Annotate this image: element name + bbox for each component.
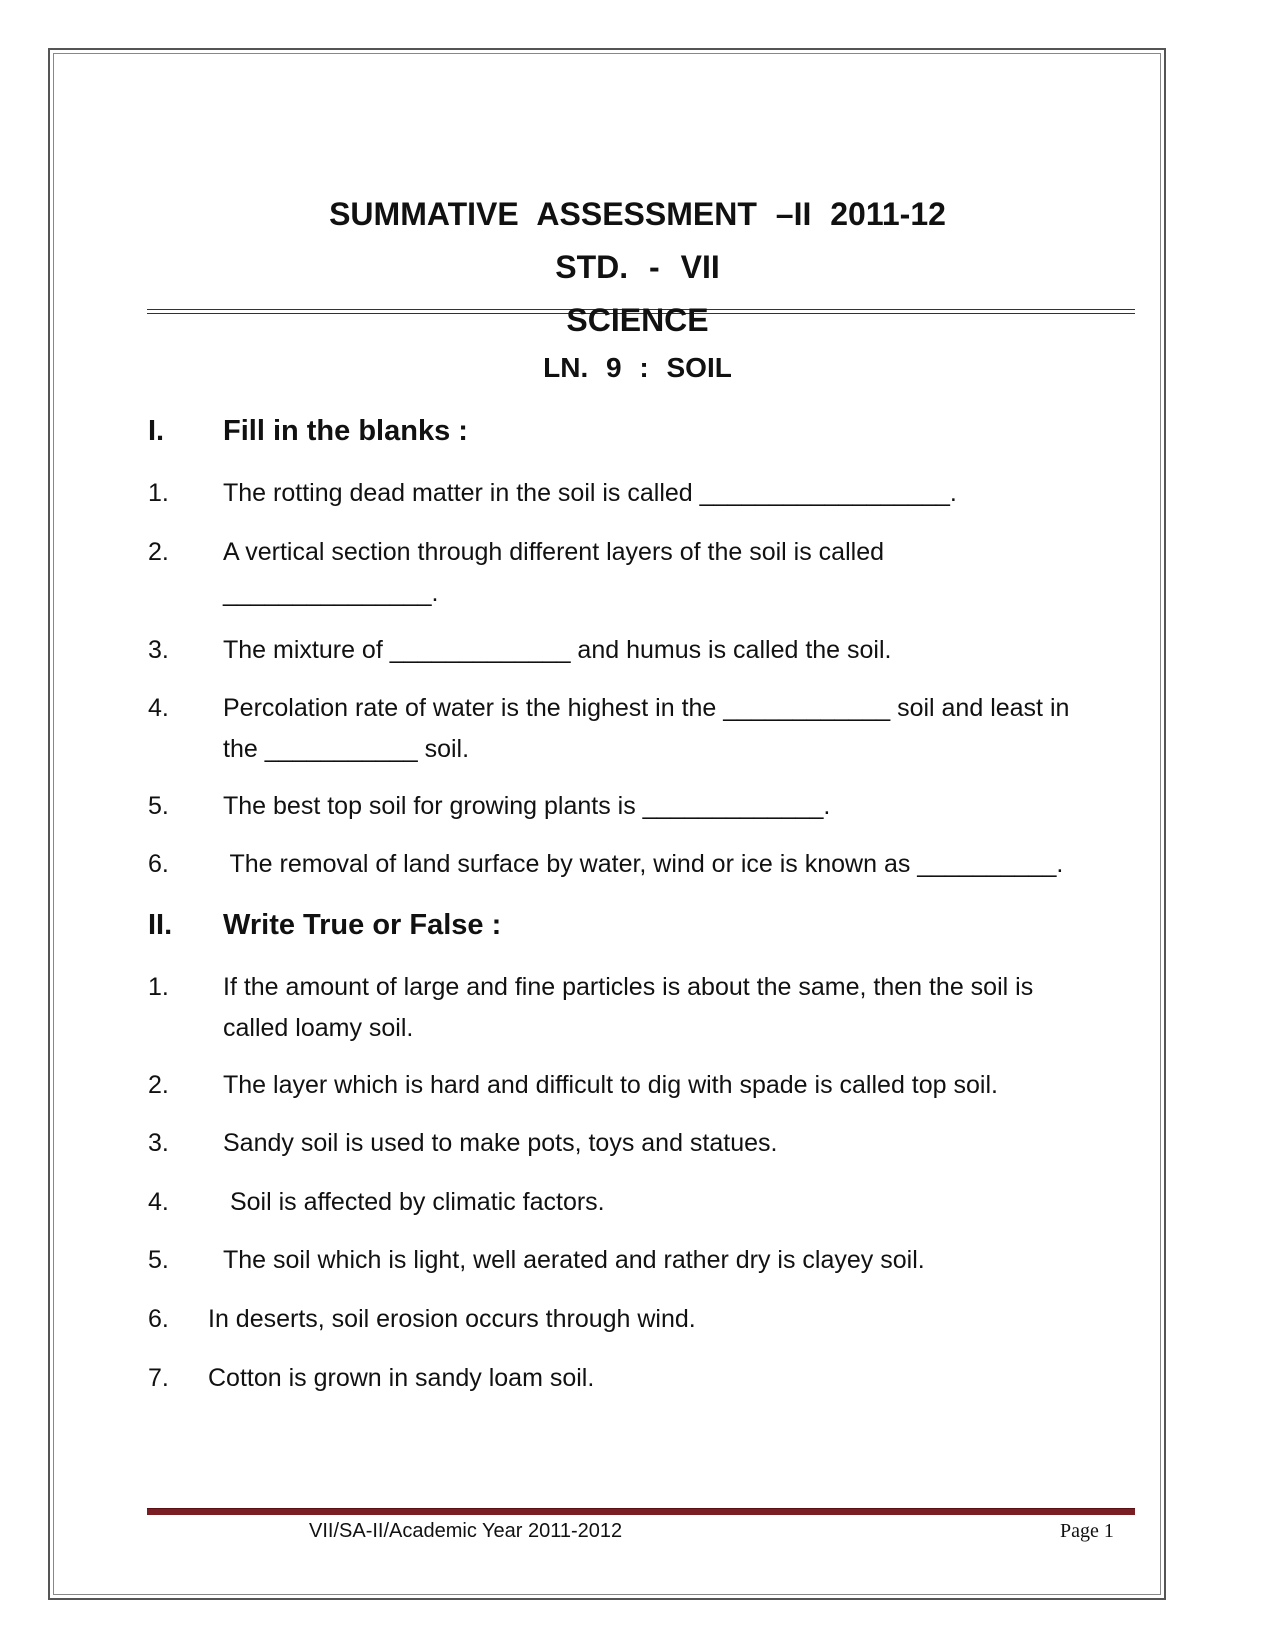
question-number: 4.: [148, 1188, 169, 1216]
question-text: The removal of land surface by water, wind or ice is known as __________.: [223, 850, 1064, 878]
footer-document-id: VII/SA-II/Academic Year 2011-2012: [309, 1520, 623, 1542]
question-number: 1.: [148, 973, 169, 1001]
footer-page-number: Page 1: [1060, 1520, 1114, 1542]
question-number: 5.: [148, 1246, 169, 1274]
question-number: 6.: [148, 850, 169, 878]
subject-title: SCIENCE: [566, 302, 709, 338]
exam-title: SUMMATIVE ASSESSMENT –II 2011-12: [329, 196, 946, 232]
question-text: In deserts, soil erosion occurs through wind.: [208, 1305, 696, 1333]
question-text: The mixture of _____________ and humus is called the soil.: [223, 636, 892, 664]
section-numeral: I.: [148, 415, 165, 447]
question-number: 3.: [148, 636, 169, 664]
question-number: 6.: [148, 1305, 169, 1333]
footer-divider: [147, 1508, 1135, 1515]
question-number: 1.: [148, 479, 169, 507]
question-number: 3.: [148, 1129, 169, 1157]
standard-label: STD. - VII: [555, 249, 720, 285]
question-text: If the amount of large and fine particles is about the same, then the soil is called loamy soil.: [223, 973, 1034, 1042]
question-number: 2.: [148, 1071, 169, 1099]
question-number: 7.: [148, 1364, 169, 1392]
question-number: 4.: [148, 694, 169, 722]
question-text: Sandy soil is used to make pots, toys and statues.: [223, 1129, 778, 1157]
question-text: The soil which is light, well aerated and rather dry is clayey soil.: [223, 1246, 925, 1274]
question-text: The best top soil for growing plants is _____________.: [223, 792, 831, 820]
question-text: Percolation rate of water is the highest in the ____________ soil and least in the ___________ soil.: [223, 694, 1070, 763]
question-text: The layer which is hard and difficult to dig with spade is called top soil.: [223, 1071, 998, 1099]
question-text: Cotton is grown in sandy loam soil.: [208, 1364, 595, 1392]
question-text: A vertical section through different layers of the soil is called _______________.: [223, 538, 884, 607]
section-numeral: II.: [148, 909, 173, 941]
question-text: Soil is affected by climatic factors.: [223, 1188, 605, 1216]
question-text: The rotting dead matter in the soil is called __________________.: [223, 479, 957, 507]
question-number: 2.: [148, 538, 169, 566]
section-heading-text: Fill in the blanks :: [223, 415, 468, 447]
lesson-title: LN. 9 : SOIL: [543, 352, 732, 383]
question-number: 5.: [148, 792, 169, 820]
section-heading-text: Write True or False :: [223, 909, 502, 941]
